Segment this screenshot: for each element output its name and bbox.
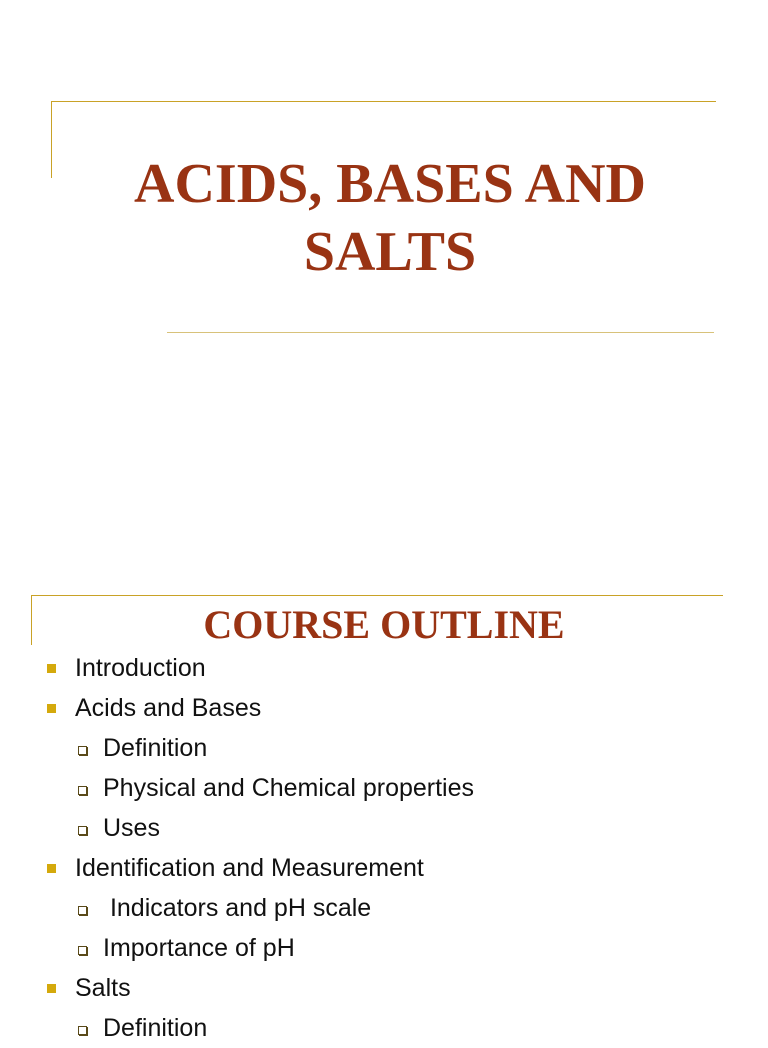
filled-square-bullet-icon	[47, 664, 56, 673]
outline-item	[0, 688, 768, 728]
hollow-square-bullet-icon	[78, 946, 87, 955]
hollow-square-bullet-icon	[78, 826, 87, 835]
outline-item-text: Definition	[103, 734, 208, 762]
outline-subitem	[0, 768, 768, 808]
outline-item-text: Acids and Bases	[75, 694, 262, 722]
top-accent-rule	[51, 101, 716, 102]
course-outline-slide	[0, 560, 768, 1042]
outline-subitem	[0, 1008, 768, 1048]
hollow-square-bullet-icon	[78, 906, 87, 915]
outline-item-text: Importance of pH	[103, 934, 295, 962]
outline-title: COURSE OUTLINE	[203, 602, 565, 647]
slide-title-line-2: SALTS	[303, 221, 477, 283]
outline-item-text: Uses	[103, 814, 160, 842]
outline-item	[0, 848, 768, 888]
outline-subitem	[0, 888, 768, 928]
outline-subitem	[0, 928, 768, 968]
title-underline-rule	[167, 332, 714, 333]
slide-title	[60, 150, 720, 286]
filled-square-bullet-icon	[47, 984, 56, 993]
outline-item-text: Salts	[75, 974, 131, 1002]
outline-item-text: Definition	[103, 1014, 208, 1042]
outline-item-text: Physical and Chemical properties	[103, 774, 475, 802]
hollow-square-bullet-icon	[78, 1026, 87, 1035]
top-accent-rule	[31, 595, 723, 596]
outline-item-text: Introduction	[75, 654, 206, 682]
outline-item-text: Identification and Measurement	[75, 854, 424, 882]
outline-item	[0, 968, 768, 1008]
outline-subitem	[0, 808, 768, 848]
outline-subitem	[0, 728, 768, 768]
filled-square-bullet-icon	[47, 864, 56, 873]
outline-item	[0, 648, 768, 688]
outline-list	[0, 648, 768, 1048]
filled-square-bullet-icon	[47, 704, 56, 713]
left-accent-rule	[51, 101, 52, 178]
outline-item-text: Indicators and pH scale	[103, 894, 372, 922]
hollow-square-bullet-icon	[78, 786, 87, 795]
slide-title-line-1: ACIDS, BASES AND	[134, 153, 646, 215]
hollow-square-bullet-icon	[78, 746, 87, 755]
